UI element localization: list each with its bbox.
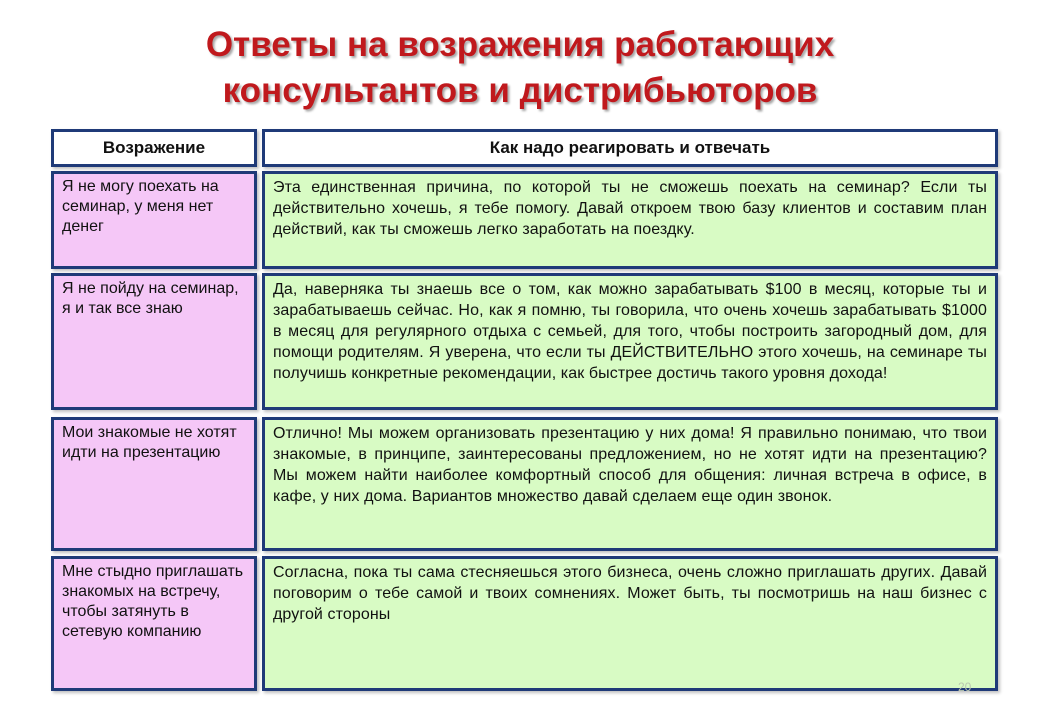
response-cell (262, 417, 998, 551)
header-objection (51, 129, 257, 167)
objection-cell (51, 171, 257, 269)
objection-text: Мои знакомые не хотят идти на презентацию (62, 424, 237, 461)
response-cell (262, 556, 998, 691)
title-line-1: Ответы на возражения работающих (205, 25, 835, 64)
page-number: 20 (958, 680, 972, 694)
objection-cell (51, 556, 257, 691)
objection-text: Мне стыдно приглашать знакомых на встречу, чтобы затянуть в сетевую компанию (62, 563, 244, 640)
response-cell (262, 171, 998, 269)
header-response (262, 129, 998, 167)
response-text: Эта единственная причина, по которой ты не сможешь поехать на семинар? Если ты действительно хочешь, я тебе помогу. Давай откроем твою базу клиентов и составим план действий, как ты сможешь легко заработать на поездку. (273, 179, 987, 238)
page-title (0, 22, 1040, 114)
response-text: Да, наверняка ты знаешь все о том, как можно зарабатывать $100 в месяц, которые ты и зарабатываешь сейчас. Но, как я помню, ты говорила, что очень хочешь зарабатывать $1000 в месяц для регулярного отдыха с семьей, для того, чтобы построить загородный дом, для помощи родителям. Я уверена, что если ты ДЕЙСТВИТЕЛЬНО этого хочешь, на семинаре ты получишь конкретные рекомендации, как быстрее достичь такого уровня дохода! (273, 281, 987, 382)
header-response-label: Как надо реагировать и отвечать (489, 138, 771, 157)
title-line-2: консультантов и дистрибьюторов (222, 71, 818, 110)
objection-text: Я не пойду на семинар, я и так все знаю (62, 280, 239, 317)
objection-text: Я не могу поехать на семинар, у меня нет денег (62, 178, 219, 235)
objection-cell (51, 273, 257, 410)
response-text: Отлично! Мы можем организовать презентацию у них дома! Я правильно понимаю, что твои знакомые, в принципе, заинтересованы предложением, но не хотят идти на презентацию? Мы можем найти наиболее комфортный способ для общения: личная встреча в офисе, в кафе, у них дома. Вариантов множество давай сделаем еще один звонок. (273, 425, 987, 505)
response-cell (262, 273, 998, 410)
header-objection-label: Возражение (102, 138, 206, 157)
objection-cell (51, 417, 257, 551)
response-text: Согласна, пока ты сама стесняешься этого бизнеса, очень сложно приглашать других. Давай поговорим о тебе самой и твоих сомнениях. Может быть, ты посмотришь на наш бизнес с другой стороны (273, 564, 987, 623)
